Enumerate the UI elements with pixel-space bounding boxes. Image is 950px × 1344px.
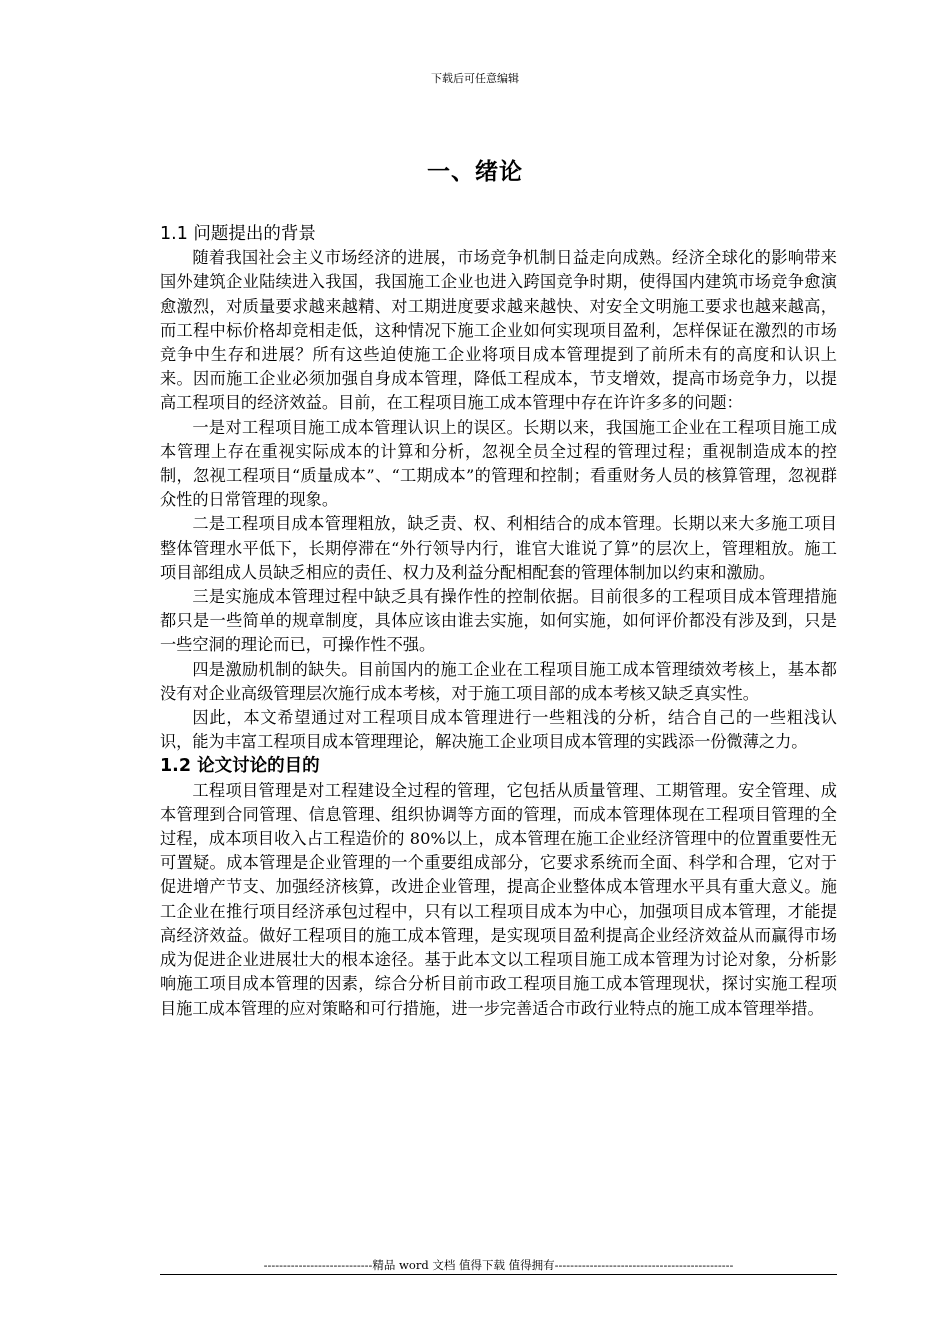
- document-body: [160, 222, 837, 1021]
- paragraph: 三是实施成本管理过程中缺乏具有操作性的控制依据。目前很多的工程项目成本管理措施都只是一些简单的规章制度，具体应该由谁去实施，如何实施，如何评价都没有涉及到，只是一些空洞的理论而已，可操作性不强。: [160, 587, 837, 655]
- paragraph: 二是工程项目成本管理粗放，缺乏责、权、利相结合的成本管理。长期以来大多施工项目整体管理水平低下，长期停滞在“外行领导内行，谁官大谁说了算”的层次上，管理粗放。施工项目部组成人员缺乏相应的责任、权力及利益分配相配套的管理体制加以约束和激励。: [160, 514, 837, 582]
- paragraph: 四是激励机制的缺失。目前国内的施工企业在工程项目施工成本管理绩效考核上，基本都没有对企业高级管理层次施行成本考核，对于施工项目部的成本考核又缺乏真实性。: [160, 659, 837, 703]
- section-heading-1-1: 1.1 问题提出的背景: [160, 224, 316, 244]
- footer-divider: [160, 1274, 837, 1275]
- section-heading-1-2: 1.2 论文讨论的目的: [160, 756, 320, 777]
- paragraph: 因此，本文希望通过对工程项目成本管理进行一些粗浅的分析，结合自己的一些粗浅认识，能为丰富工程项目成本管理理论，解决施工企业项目成本管理的实践添一份微薄之力。: [160, 708, 837, 752]
- chapter-title: 一、绪论: [427, 159, 523, 185]
- paragraph: 一是对工程项目施工成本管理认识上的误区。长期以来，我国施工企业在工程项目施工成本管理上存在重视实际成本的计算和分析，忽视全员全过程的管理过程；重视制造成本的控制，忽视工程项目“质量成本”、“工期成本”的管理和控制；看重财务人员的核算管理，忽视群众性的日常管理的现象。: [160, 417, 837, 510]
- page-header: 下载后可任意编辑: [431, 72, 519, 85]
- paragraph: 工程项目管理是对工程建设全过程的管理，它包括从质量管理、工期管理。安全管理、成本管理到合同管理、信息管理、组织协调等方面的管理，而成本管理体现在工程项目管理的全过程，成本项目收入占工程造价的 80%以上，成本管理在施工企业经济管理中的位置重要性无可置疑。成本管理是企业管理的一个重要组成部分，它要求系统而全面、科学和合理，它对于促进增产节支、加强经济核算，改进企业管理，提高企业整体成本管理水平具有重大意义。施工企业在推行项目经济承包过程中，只有以工程项目成本为中心，加强项目成本管理，才能提高经济效益。做好工程项目的施工成本管理，是实现项目盈利提高企业经济效益从而赢得市场成为促进企业进展壮大的根本途径。基于此本文以工程项目施工成本管理为讨论对象，分析影响施工项目成本管理的因素，综合分析目前市政工程项目施工成本管理现状，探讨实施工程项目施工成本管理的应对策略和可行措施，进一步完善适合市政行业特点的施工成本管理举措。: [160, 780, 837, 1018]
- paragraph: 随着我国社会主义市场经济的进展，市场竞争机制日益走向成熟。经济全球化的影响带来国外建筑企业陆续进入我国，我国施工企业也进入跨国竞争时期，使得国内建筑市场竞争愈演愈激烈，对质量要求越来越精、对工期进度要求越来越快、对安全文明施工要求也越来越高，而工程中标价格却竞相走低，这种情况下施工企业如何实现项目盈利，怎样保证在激烈的市场竞争中生存和进展？所有这些迫使施工企业将项目成本管理提到了前所未有的高度和认识上来。因而施工企业必须加强自身成本管理，降低工程成本，节支增效，提高市场竞争力，以提高工程项目的经济效益。目前，在工程项目施工成本管理中存在许许多多的问题：: [160, 248, 837, 413]
- page-footer: ----------------------------精品 word 文档 值得下载 值得拥有----------------------------------------------: [263, 1258, 734, 1272]
